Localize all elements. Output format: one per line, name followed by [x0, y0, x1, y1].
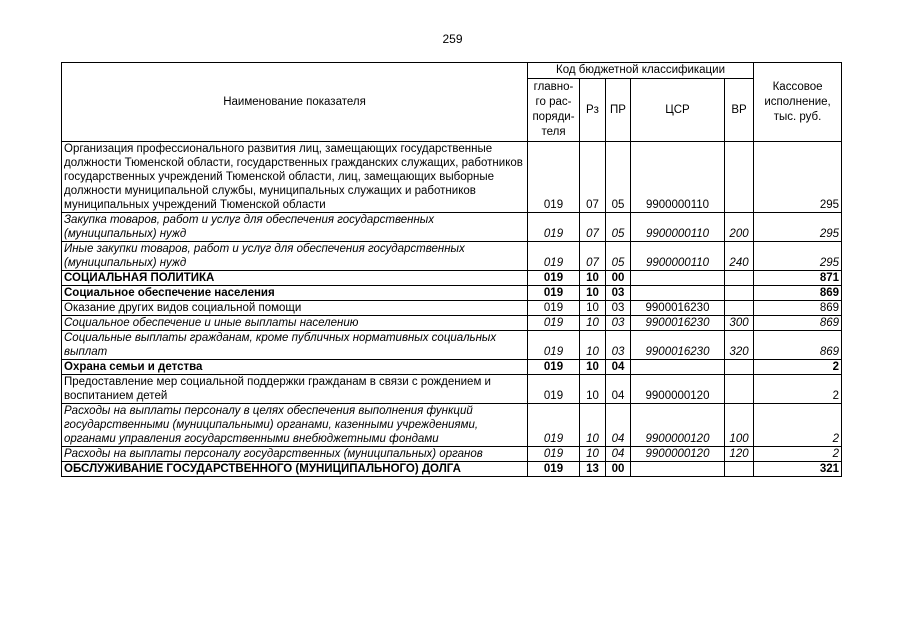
row-rz: 10 [580, 447, 606, 462]
row-pr: 03 [606, 286, 631, 301]
row-vr: 320 [725, 331, 754, 360]
row-rz: 10 [580, 286, 606, 301]
row-csr [631, 271, 725, 286]
row-pr: 03 [606, 331, 631, 360]
table-row [62, 447, 842, 462]
row-rz: 07 [580, 242, 606, 271]
row-glav: 019 [528, 331, 580, 360]
budget-table [61, 62, 842, 477]
table-row [62, 301, 842, 316]
row-name: Оказание других видов социальной помощи [62, 301, 528, 316]
header-vr: ВР [725, 79, 754, 142]
row-vr [725, 375, 754, 404]
row-name: Расходы на выплаты персоналу в целях обеспечения выполнения функций государственными (муниципальными) органами, казенными учреждениями, органами управления государственными внебюджетными фондами [62, 404, 528, 447]
row-rz: 10 [580, 331, 606, 360]
row-name: СОЦИАЛЬНАЯ ПОЛИТИКА [62, 271, 528, 286]
table-row [62, 242, 842, 271]
row-csr [631, 286, 725, 301]
row-vr: 100 [725, 404, 754, 447]
row-name: Социальное обеспечение населения [62, 286, 528, 301]
row-glav: 019 [528, 142, 580, 213]
row-rz: 10 [580, 375, 606, 404]
row-csr [631, 360, 725, 375]
header-code-group: Код бюджетной классификации [528, 63, 754, 79]
row-vr [725, 301, 754, 316]
row-rz: 07 [580, 142, 606, 213]
row-vr [725, 360, 754, 375]
row-csr: 9900016230 [631, 331, 725, 360]
table-row [62, 286, 842, 301]
row-rz: 10 [580, 271, 606, 286]
row-vr [725, 462, 754, 477]
row-glav: 019 [528, 271, 580, 286]
table-row [62, 404, 842, 447]
row-name: Предоставление мер социальной поддержки гражданам в связи с рождением и воспитанием детей [62, 375, 528, 404]
row-vr [725, 286, 754, 301]
header-glav: главно-го рас-поряди-теля [528, 79, 580, 142]
row-glav: 019 [528, 447, 580, 462]
row-pr: 03 [606, 301, 631, 316]
row-name: Социальное обеспечение и иные выплаты населению [62, 316, 528, 331]
header-name: Наименование показателя [62, 63, 528, 142]
row-rz: 10 [580, 316, 606, 331]
row-pr: 00 [606, 462, 631, 477]
row-pr: 04 [606, 360, 631, 375]
row-rz: 10 [580, 360, 606, 375]
row-sum: 2 [754, 360, 842, 375]
row-sum: 2 [754, 375, 842, 404]
row-pr: 05 [606, 213, 631, 242]
row-name: Иные закупки товаров, работ и услуг для обеспечения государственных (муниципальных) нужд [62, 242, 528, 271]
row-vr [725, 142, 754, 213]
row-glav: 019 [528, 375, 580, 404]
row-pr: 04 [606, 404, 631, 447]
row-vr [725, 271, 754, 286]
row-rz: 13 [580, 462, 606, 477]
row-rz: 10 [580, 301, 606, 316]
row-sum: 869 [754, 331, 842, 360]
table-row [62, 271, 842, 286]
row-csr: 9900000110 [631, 213, 725, 242]
row-glav: 019 [528, 316, 580, 331]
row-glav: 019 [528, 360, 580, 375]
row-glav: 019 [528, 213, 580, 242]
row-vr: 120 [725, 447, 754, 462]
table-row [62, 316, 842, 331]
row-csr: 9900000120 [631, 375, 725, 404]
row-name: Расходы на выплаты персоналу государственных (муниципальных) органов [62, 447, 528, 462]
row-sum: 321 [754, 462, 842, 477]
row-name: ОБСЛУЖИВАНИЕ ГОСУДАРСТВЕННОГО (МУНИЦИПАЛЬНОГО) ДОЛГА [62, 462, 528, 477]
row-csr [631, 462, 725, 477]
row-vr: 300 [725, 316, 754, 331]
header-rz: Рз [580, 79, 606, 142]
row-glav: 019 [528, 462, 580, 477]
row-csr: 9900000110 [631, 242, 725, 271]
row-sum: 869 [754, 301, 842, 316]
row-csr: 9900000120 [631, 447, 725, 462]
row-glav: 019 [528, 286, 580, 301]
row-csr: 9900016230 [631, 316, 725, 331]
row-pr: 05 [606, 242, 631, 271]
row-pr: 03 [606, 316, 631, 331]
row-pr: 00 [606, 271, 631, 286]
row-csr: 9900000110 [631, 142, 725, 213]
row-glav: 019 [528, 242, 580, 271]
row-csr: 9900016230 [631, 301, 725, 316]
row-vr: 240 [725, 242, 754, 271]
row-sum: 871 [754, 271, 842, 286]
row-sum: 869 [754, 316, 842, 331]
header-csr: ЦСР [631, 79, 725, 142]
row-rz: 10 [580, 404, 606, 447]
row-glav: 019 [528, 404, 580, 447]
row-csr: 9900000120 [631, 404, 725, 447]
page-number: 259 [442, 32, 463, 46]
row-sum: 295 [754, 142, 842, 213]
row-sum: 295 [754, 213, 842, 242]
row-name: Закупка товаров, работ и услуг для обеспечения государственных (муниципальных) нужд [62, 213, 528, 242]
table-row [62, 462, 842, 477]
row-glav: 019 [528, 301, 580, 316]
row-sum: 2 [754, 404, 842, 447]
row-name: Охрана семьи и детства [62, 360, 528, 375]
row-sum: 295 [754, 242, 842, 271]
row-pr: 05 [606, 142, 631, 213]
table-row [62, 142, 842, 213]
row-pr: 04 [606, 375, 631, 404]
row-sum: 2 [754, 447, 842, 462]
row-vr: 200 [725, 213, 754, 242]
table-row [62, 375, 842, 404]
table-body [62, 142, 842, 477]
row-rz: 07 [580, 213, 606, 242]
table-row [62, 331, 842, 360]
row-name: Организация профессионального развития лиц, замещающих государственные должности Тюменской области, государственных гражданских служащих, работников государственных учреждений Тюменской области, лиц, замещающих выборные должности муниципальной службы, муниципальных служащих и работников муниципальных учреждений Тюменской области [62, 142, 528, 213]
row-sum: 869 [754, 286, 842, 301]
row-name: Социальные выплаты гражданам, кроме публичных нормативных социальных выплат [62, 331, 528, 360]
header-sum: Кассовое исполнение, тыс. руб. [754, 63, 842, 142]
header-pr: ПР [606, 79, 631, 142]
table-row [62, 360, 842, 375]
table-row [62, 213, 842, 242]
row-pr: 04 [606, 447, 631, 462]
